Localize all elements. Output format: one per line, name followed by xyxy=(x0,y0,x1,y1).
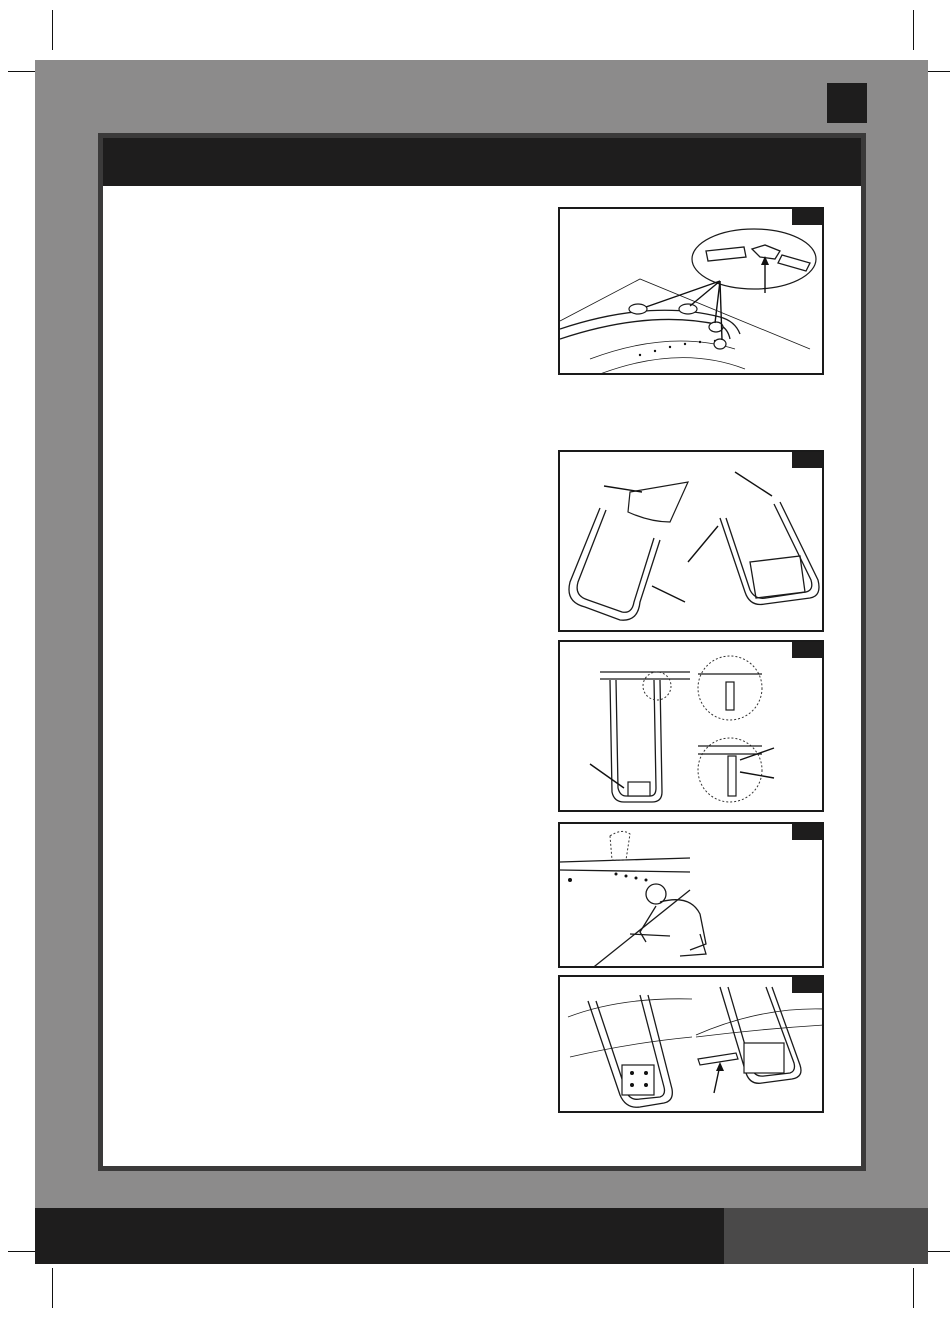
footer-block xyxy=(724,1208,928,1264)
crop-mark xyxy=(913,10,914,50)
crop-mark xyxy=(52,10,53,50)
u-support-alignment-figure xyxy=(558,640,824,812)
frame-assembly-figure xyxy=(558,207,824,375)
u-support-pin-figure xyxy=(558,975,824,1113)
footer-bar xyxy=(35,1208,724,1264)
alignment-diagram-icon xyxy=(560,642,824,812)
panel-header xyxy=(103,138,861,186)
u-support-diagram-icon xyxy=(560,452,824,632)
crop-mark xyxy=(52,1268,53,1308)
crop-mark xyxy=(913,1268,914,1308)
u-support-cap-figure xyxy=(558,450,824,632)
pipe-connector-diagram-icon xyxy=(560,209,824,375)
installation-figure xyxy=(558,822,824,968)
page-number-tab xyxy=(827,83,867,123)
kneeling-person-illustration-icon xyxy=(560,824,824,968)
pin-insertion-diagram-icon xyxy=(560,977,824,1113)
